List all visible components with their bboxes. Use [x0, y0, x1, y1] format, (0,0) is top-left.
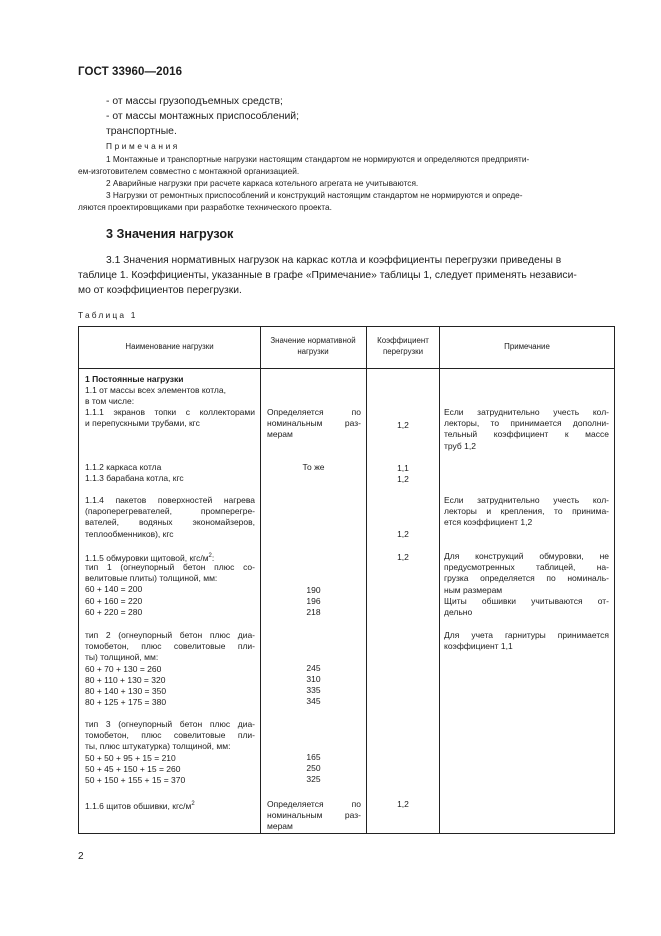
- load-name-cell: [85, 495, 255, 540]
- note-line: ем-изготовителем совместно с монтажной организацией.: [78, 166, 300, 176]
- load-name-line: 60 + 220 = 280: [85, 606, 143, 617]
- note-cell-line: ется коэффициент 1,2: [444, 517, 533, 528]
- coef-cell: 1,2: [397, 529, 409, 539]
- note-line: ляются проектировщиками при разработке технического проекта.: [78, 202, 332, 212]
- table-col-divider: [366, 326, 367, 834]
- value-cell: То же: [302, 462, 325, 472]
- paragraph-line: 3.1 Значения нормативных нагрузок на каркас котла и коэффициенты перегрузки приведены в: [106, 255, 562, 266]
- coef-cell: 1,2: [397, 799, 409, 809]
- load-name-line: тип 3 (огнеупорный бетон плюс диа-: [85, 719, 255, 729]
- load-name-line: ты) толщиной, мм:: [85, 652, 159, 663]
- header-note: Примечание: [504, 342, 550, 351]
- value-word: Определяется: [267, 407, 324, 417]
- section-title: 3 Значения нагрузок: [106, 227, 234, 241]
- note-cell-line: Щиты обшивки учитываются от-: [444, 595, 609, 606]
- value-cell: 165: [306, 752, 321, 762]
- value-line: [267, 418, 361, 429]
- note-cell: [444, 495, 609, 529]
- load-name-text: 1.1.5 обмуровки щитовой, кгс/м: [85, 552, 209, 563]
- load-name-line: 60 + 160 = 220: [85, 595, 143, 606]
- coef-cell: 1,2: [397, 552, 409, 562]
- note-cell-line: грузка определяется по номиналь-: [444, 573, 609, 584]
- value-line: [267, 799, 361, 810]
- value-line: мерам: [267, 429, 293, 440]
- load-name-cell: [85, 799, 195, 812]
- load-name-line: тип 2 (огнеупорный бетон плюс диа-: [85, 630, 255, 640]
- superscript: 2: [191, 801, 195, 807]
- value-word: номинальным: [267, 810, 323, 821]
- value-word: по: [351, 407, 361, 417]
- load-name-line: 80 + 125 + 175 = 380: [85, 697, 167, 708]
- note-cell-line: Для учета гарнитуры принимается: [444, 630, 609, 640]
- note-cell-line: дельно: [444, 607, 473, 618]
- coef-cell: 1,2: [397, 420, 409, 430]
- table-header-divider: [78, 368, 615, 369]
- notes-title: Примечания: [106, 141, 180, 151]
- note-cell: [444, 630, 609, 652]
- load-name-line: 50 + 50 + 95 + 15 = 210: [85, 752, 176, 763]
- note-cell: [444, 407, 609, 452]
- load-name-line: 80 + 110 + 130 = 320: [85, 674, 166, 685]
- value-cell: [267, 407, 361, 441]
- load-name-line: 50 + 150 + 155 + 15 = 370: [85, 775, 186, 786]
- note-line: 3 Нагрузки от ремонтных приспособлений и конструкций настоящим стандартом не нормируются и опреде-: [106, 190, 523, 200]
- load-name-cell: в том числе:: [85, 396, 135, 406]
- load-name-line: велитовые плиты) толщиной, мм:: [85, 573, 218, 584]
- load-name-line: 80 + 140 + 130 = 350: [85, 686, 167, 697]
- document-header: ГОСТ 33960—2016: [78, 66, 183, 78]
- note-line: 1 Монтажные и транспортные нагрузки настоящим стандартом не нормируются и определяются предприяти-: [106, 154, 530, 164]
- load-name-line: 60 + 70 + 130 = 260: [85, 663, 162, 674]
- table-col-divider: [439, 326, 440, 834]
- table-border-top: [78, 326, 615, 327]
- note-cell-line: коэффициент 1,1: [444, 641, 513, 652]
- paragraph-line: мо от коэффициентов перегрузки.: [78, 285, 242, 296]
- value-cell: 250: [306, 763, 321, 773]
- table-border-bottom: [78, 833, 615, 834]
- load-name-cell: [85, 719, 255, 786]
- load-name-line: тип 1 (огнеупорный бетон плюс со-: [85, 562, 255, 572]
- note-cell-line: труб 1,2: [444, 440, 476, 451]
- note-line: 2 Аварийные нагрузки при расчете каркаса котельного агрегата не учитываются.: [106, 178, 419, 188]
- load-name-line: теплообменников), кгс: [85, 528, 174, 539]
- load-name-line: 50 + 45 + 150 + 15 = 260: [85, 763, 181, 774]
- load-name-line: 1.1.1 экранов топки с коллекторами: [85, 407, 255, 417]
- note-cell-line: лекторы, то принимается дополни-: [444, 418, 609, 429]
- load-name-cell: 1.1.3 барабана котла, кгс: [85, 473, 184, 483]
- note-cell-line: предусмотренных таблицей, на-: [444, 562, 609, 573]
- superscript: 2: [208, 553, 212, 559]
- load-name-line: томобетон, плюс совелитовые пли-: [85, 641, 255, 652]
- value-cell: [267, 799, 361, 833]
- load-name-cell: и перепускными трубами, кгс: [85, 418, 200, 428]
- load-name-cell: [85, 407, 255, 418]
- table-caption: Таблица 1: [78, 310, 138, 320]
- intro-line: транспортные.: [106, 126, 177, 137]
- intro-line: - от массы монтажных приспособлений;: [106, 111, 299, 122]
- load-name-cell: 1.1 от массы всех элементов котла,: [85, 385, 226, 395]
- value-word: раз-: [344, 810, 361, 821]
- colon-mark: :: [211, 552, 215, 563]
- value-line: [267, 810, 361, 821]
- load-name-line: ты, плюс штукатурка) толщиной, мм:: [85, 741, 231, 752]
- intro-line: - от массы грузоподъемных средств;: [106, 96, 283, 107]
- header-value: Значение нормативной нагрузки: [270, 336, 356, 356]
- page-number: 2: [78, 851, 84, 862]
- value-cell: 325: [306, 774, 321, 784]
- load-name-line: вателей, водяных экономайзеров,: [85, 517, 255, 528]
- load-name-cell: 1.1.2 каркаса котла: [85, 462, 162, 472]
- value-line: мерам: [267, 821, 293, 832]
- value-cell: 310: [306, 674, 321, 684]
- value-word: номинальным: [267, 418, 323, 429]
- note-cell-line: Если затруднительно учесть кол-: [444, 407, 609, 417]
- value-word: раз-: [344, 418, 361, 429]
- coef-cell: 1,2: [397, 474, 409, 484]
- table-border-right: [614, 326, 615, 834]
- load-name-text: 1.1.6 щитов обшивки, кгс/м: [85, 800, 192, 811]
- note-cell-line: Для конструкций обмуровки, не: [444, 551, 609, 561]
- value-cell: 335: [306, 685, 321, 695]
- header-coef: Коэффициент перегрузки: [377, 336, 429, 356]
- value-cell: 190: [306, 585, 321, 595]
- note-cell-line: лекторы и крепления, то принима-: [444, 506, 609, 517]
- table-border-left: [78, 326, 79, 834]
- note-cell: [444, 551, 609, 618]
- value-word: Определяется: [267, 799, 324, 809]
- load-name-cell: [85, 630, 255, 708]
- load-name-cell: [85, 562, 255, 618]
- header-name: Наименование нагрузки: [125, 342, 214, 351]
- value-line: [267, 407, 361, 418]
- note-cell-line: Если затруднительно учесть кол-: [444, 495, 609, 505]
- value-cell: 196: [306, 596, 321, 606]
- note-cell-line: тельный коэффициент к массе: [444, 429, 609, 440]
- load-name-line: 1.1.4 пакетов поверхностей нагрева: [85, 495, 255, 505]
- load-name-line: томобетон, плюс совелитовые пли-: [85, 730, 255, 741]
- value-word: по: [351, 799, 361, 809]
- value-cell: 245: [306, 663, 321, 673]
- load-name-line: (пароперегревателей, промперегре-: [85, 506, 255, 517]
- coef-cell: 1,1: [397, 463, 409, 473]
- value-cell: 218: [306, 607, 321, 617]
- value-cell: 345: [306, 696, 321, 706]
- paragraph-line: таблице 1. Коэффициенты, указанные в графе «Примечание» таблицы 1, следует применять независи-: [78, 270, 577, 281]
- load-name-line: 60 + 140 = 200: [85, 584, 143, 595]
- load-name-cell: 1 Постоянные нагрузки: [85, 374, 184, 384]
- note-cell-line: ным размерам: [444, 584, 503, 595]
